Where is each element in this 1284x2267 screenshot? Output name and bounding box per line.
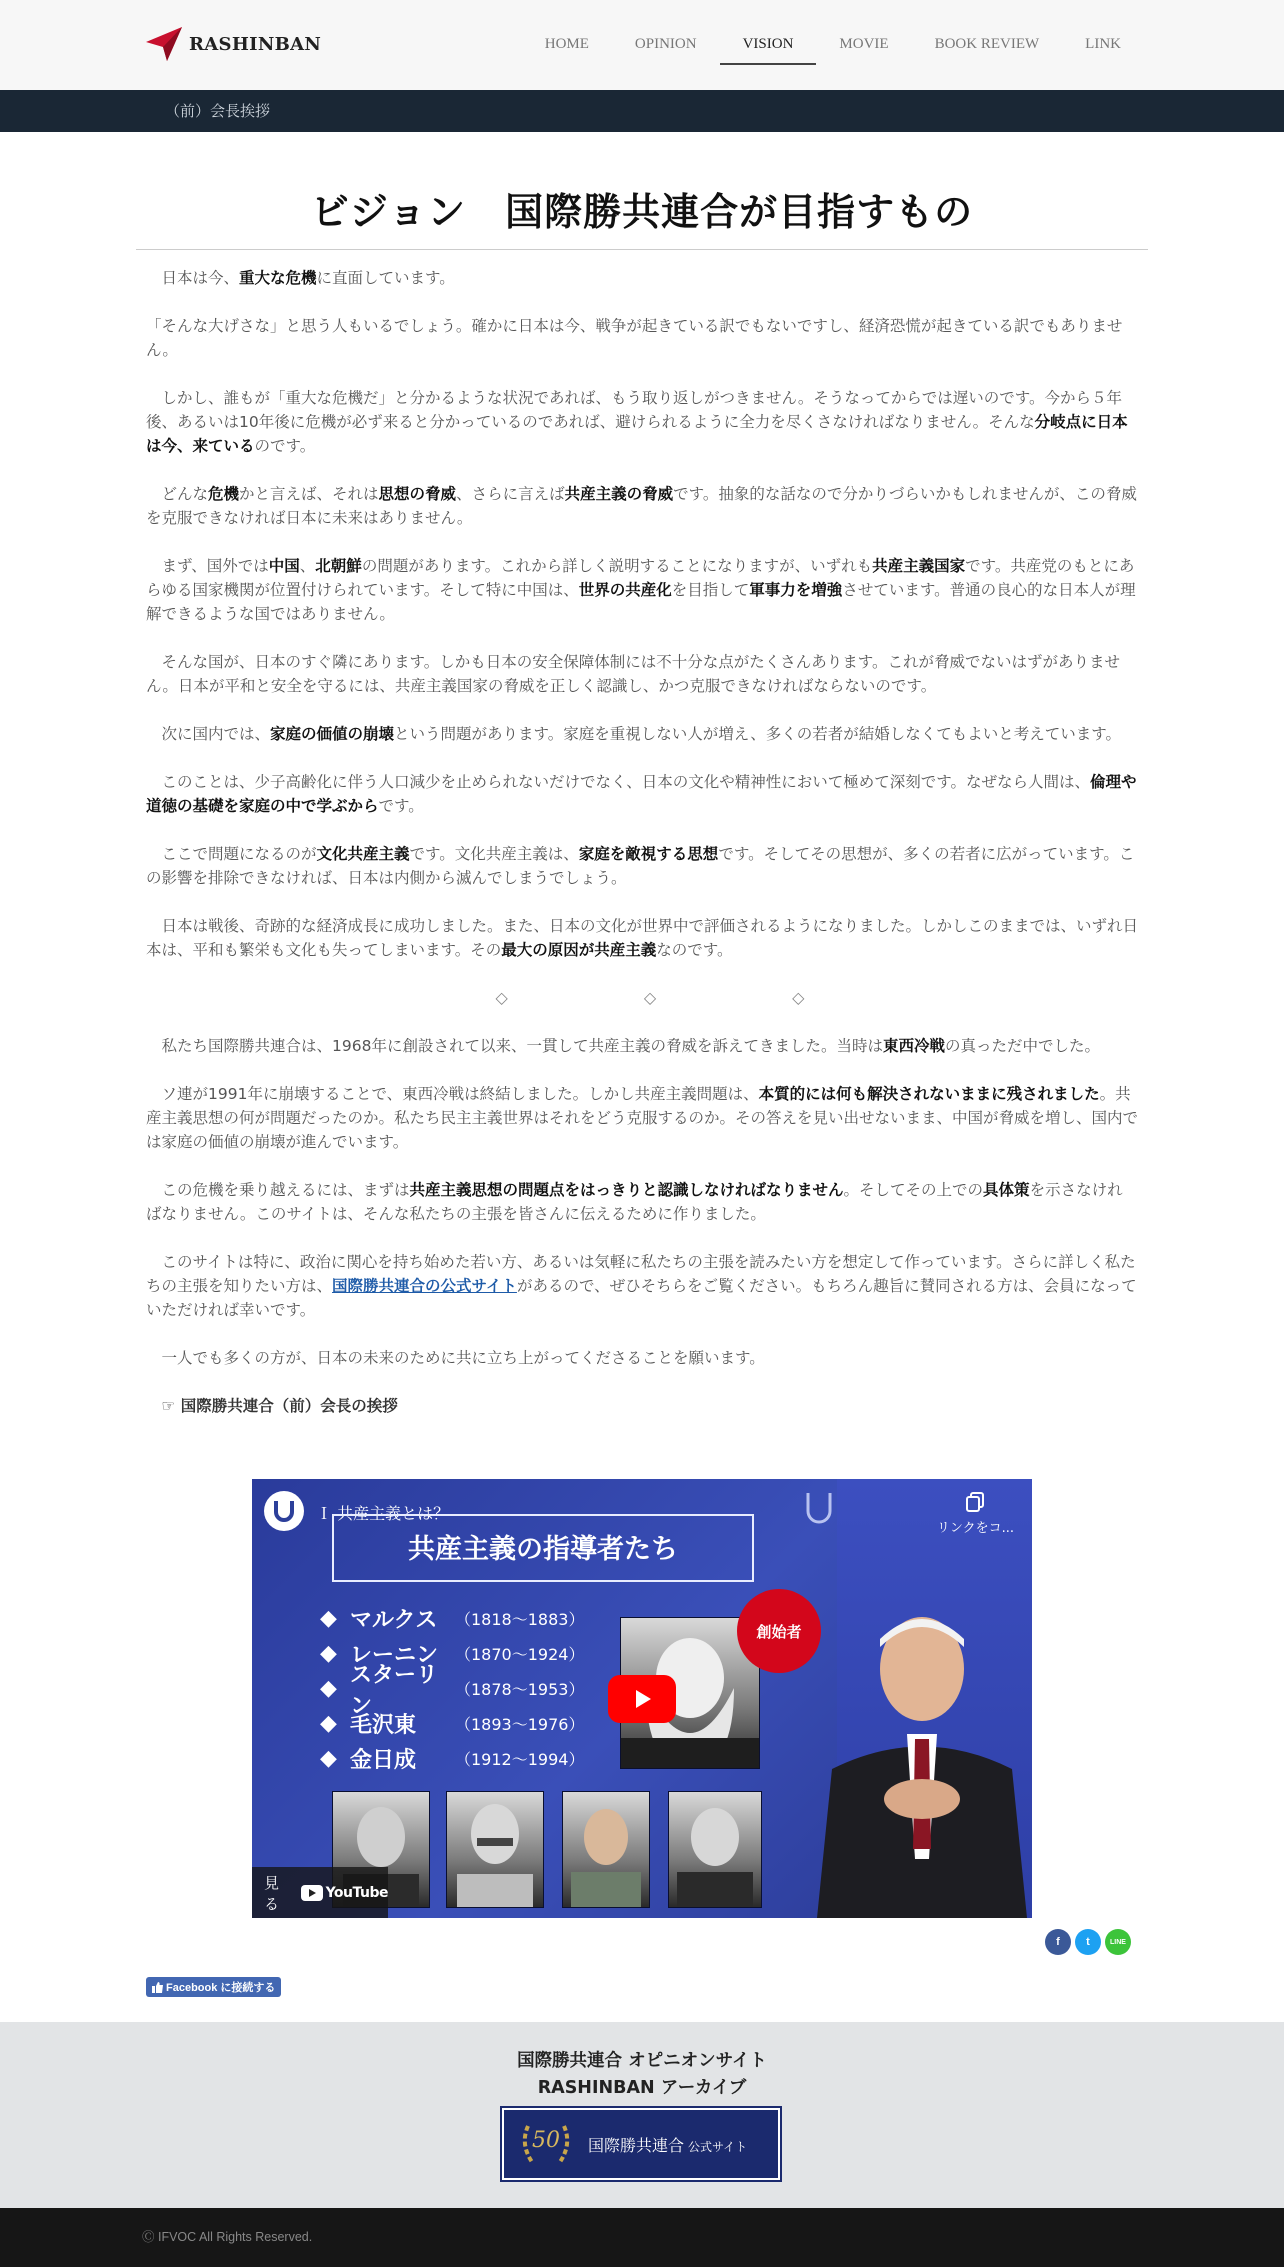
paragraph-11: 私たち国際勝共連合は、1968年に創設されて以来、一貫して共産主義の脅威を訴えてきました。当時は東西冷戦の真っただ中でした。 [161, 1037, 1100, 1055]
youtube-embed[interactable] [252, 1479, 1032, 1918]
youtube-play-icon [301, 1885, 323, 1901]
former-chairman-link[interactable]: ☞ 国際勝共連合（前）会長の挨拶 [161, 1397, 398, 1415]
play-button[interactable] [608, 1675, 676, 1723]
breadcrumb-bar [0, 90, 1284, 132]
paragraph-7: 次に国内では、家庭の価値の崩壊という問題があります。家庭を重視しない人が増え、多くの若者が結婚しなくてもよいと考えています。 [161, 725, 1121, 743]
twitter-share-icon[interactable]: t [1075, 1929, 1101, 1955]
copy-icon [964, 1491, 986, 1513]
article-body [146, 266, 1138, 1418]
logo-text: RASHINBAN [189, 33, 322, 55]
leader-row: ◆ スターリン （1878～1953） [320, 1662, 585, 1719]
paragraph-9: ここで問題になるのが文化共産主義です。文化共産主義は、家庭を敵視する思想です。そしてその思想が、多くの若者に広がっています。この影響を排除できなければ、日本は内側から滅んでしまうでしょう。 [146, 845, 1135, 887]
video-title[interactable]: Ｉ 共産主義とは？ [316, 1504, 450, 1523]
main-content [146, 132, 1139, 1913]
channel-avatar[interactable] [264, 1491, 304, 1531]
paragraph-3: しかし、誰もが「重大な危機だ」と分かるような状況であれば、もう取り返しがつきません。そうなってからでは遅いのです。今から５年後、あるいは10年後に危機が必ず来ると分かっているのであれば、避けられるように全力を尽くさなければなりません。そんな分岐点に日本は今、来ているのです。 [146, 389, 1128, 455]
paragraph-1: 日本は今、重大な危機に直面しています。 [161, 269, 455, 287]
facebook-share-icon[interactable]: f [1045, 1929, 1071, 1955]
anniversary-number: 50 [532, 2128, 560, 2153]
portrait-stalin [446, 1791, 544, 1908]
site-footer [0, 2022, 1284, 2208]
paragraph-4: どんな危機かと言えば、それは思想の脅威、さらに言えば共産主義の脅威です。抽象的な話なので分かりづらいかもしれませんが、この脅威を克服できなければ日本に未来はありません。 [146, 485, 1137, 527]
paragraph-10: 日本は戦後、奇跡的な経済成長に成功しました。また、日本の文化が世界中で評価されるようになりました。しかしこのままでは、いずれ日本は、平和も繁栄も文化も失ってしまいます。その最大の原因が共産主義なのです。 [146, 917, 1139, 959]
paragraph-15: 一人でも多くの方が、日本の未来のために共に立ち上がってくださることを願います。 [161, 1349, 765, 1367]
line-share-icon[interactable]: LINE [1105, 1929, 1131, 1955]
official-site-label: 国際勝共連合 公式サイト [588, 2135, 748, 2155]
paragraph-5: まず、国外では中国、北朝鮮の問題があります。これから詳しく説明することになりますが、いずれも共産主義国家です。共産党のもとにあらゆる国家機関が位置付けられています。そして特に中国は、世界の共産化を目指して軍事力を増強させています。普通の良心的な日本人が理解できるような国ではありません。 [146, 557, 1136, 623]
facebook-connect-label: Facebook に接続する [166, 1982, 276, 1994]
anniversary-laurel-icon [516, 2114, 576, 2174]
nav-vision[interactable]: VISION [720, 0, 817, 90]
channel-watermark-icon [802, 1489, 836, 1529]
page-title: ビジョン 国際勝共連合が目指すもの [310, 190, 974, 234]
paragraph-13: この危機を乗り越えるには、まずは共産主義思想の問題点をはっきりと認識しなければなりません。そしてその上での具体策を示さなければなりません。このサイトは、そんな私たちの主張を皆さんに伝えるために作りました。 [146, 1181, 1123, 1223]
leader-row: ◆ マルクス （1818～1883） [320, 1606, 585, 1633]
paragraph-14: このサイトは特に、政治に関心を持ち始めた若い方、あるいは気軽に私たちの主張を読みたい方を想定して作っています。さらに詳しく私たちの主張を知りたい方は、国際勝共連合の公式サイトがあるので、ぜひそちらをご覧ください。もちろん趣旨に賛同される方は、会員になっていただければ幸いです。 [146, 1253, 1137, 1319]
channel-logo-icon [271, 1498, 297, 1524]
footer-title-line2: RASHINBAN アーカイブ [537, 2078, 747, 2098]
founder-badge: 創始者 [737, 1589, 821, 1673]
slide-heading: 共産主義の指導者たち [332, 1514, 754, 1582]
speaker-figure [807, 1599, 1032, 1918]
footer-title-line1: 国際勝共連合 オピニオンサイト [517, 2051, 767, 2071]
nav-opinion[interactable]: OPINION [634, 36, 697, 52]
breadcrumb-link[interactable]: （前）会長挨拶 [165, 102, 271, 120]
official-site-banner[interactable] [502, 2108, 780, 2180]
section-divider: ◇ ◇ ◇ [495, 988, 865, 1007]
nav-book-review[interactable]: BOOK REVIEW [934, 36, 1040, 52]
thumbs-up-icon [152, 1982, 163, 1993]
paragraph-2: 「そんな大げさな」と思う人もいるでしょう。確かに日本は今、戦争が起きている訳でもないですし、経済恐慌が起きている訳でもありません。 [146, 317, 1123, 359]
nav-movie[interactable]: MOVIE [839, 36, 889, 52]
copyright-text: Ⓒ IFVOC All Rights Reserved. [142, 2230, 313, 2244]
leader-row: ◆ レーニン （1870～1924） [320, 1641, 585, 1668]
copy-link-label: リンクをコ... [936, 1521, 1014, 1536]
leader-row: ◆ 毛沢東 （1893～1976） [320, 1711, 585, 1738]
leader-row: ◆ 金日成 （1912～1994） [320, 1746, 585, 1773]
watch-on-label: 見る [264, 1873, 280, 1913]
paragraph-6: そんな国が、日本のすぐ隣にあります。しかも日本の安全保障体制には不十分な点がたくさんあります。これが脅威でないはずがありません。日本が平和と安全を守るには、共産主義国家の脅威を正しく認識し、かつ克服できなければならないのです。 [146, 653, 1121, 695]
site-logo[interactable] [145, 25, 321, 63]
share-buttons [1045, 1929, 1131, 1955]
youtube-logo: YouTube [301, 1885, 388, 1901]
site-header [0, 0, 1284, 91]
portrait-mao [562, 1791, 650, 1908]
play-icon [630, 1687, 654, 1711]
main-nav [522, 0, 1144, 90]
logo-arrow-icon [145, 25, 185, 63]
copy-link-button[interactable] [937, 1491, 1014, 1536]
nav-home[interactable]: HOME [544, 36, 589, 52]
video-thumbnail-slide [252, 1479, 837, 1918]
copyright-bar [0, 2208, 1284, 2267]
leader-list [320, 1601, 584, 1776]
official-site-link[interactable]: 国際勝共連合の公式サイト [332, 1277, 517, 1295]
paragraph-12: ソ連が1991年に崩壊することで、東西冷戦は終結しました。しかし共産主義問題は、本質的には何も解決されないままに残されました。共産主義思想の何が問題だったのか。私たち民主主義世界はそれをどう克服するのか。その答えを見い出せないまま、中国が脅威を増し、国内では家庭の価値の崩壊が進んでいます。 [146, 1085, 1139, 1151]
portrait-kim-il-sung [668, 1791, 762, 1908]
watch-on-youtube-button[interactable] [252, 1867, 388, 1918]
facebook-connect-button[interactable] [146, 1977, 281, 1997]
title-divider [136, 249, 1148, 250]
paragraph-8: このことは、少子高齢化に伴う人口減少を止められないだけでなく、日本の文化や精神性において極めて深刻です。なぜなら人間は、倫理や道徳の基礎を家庭の中で学ぶからです。 [146, 773, 1137, 815]
nav-link[interactable]: LINK [1085, 36, 1121, 52]
